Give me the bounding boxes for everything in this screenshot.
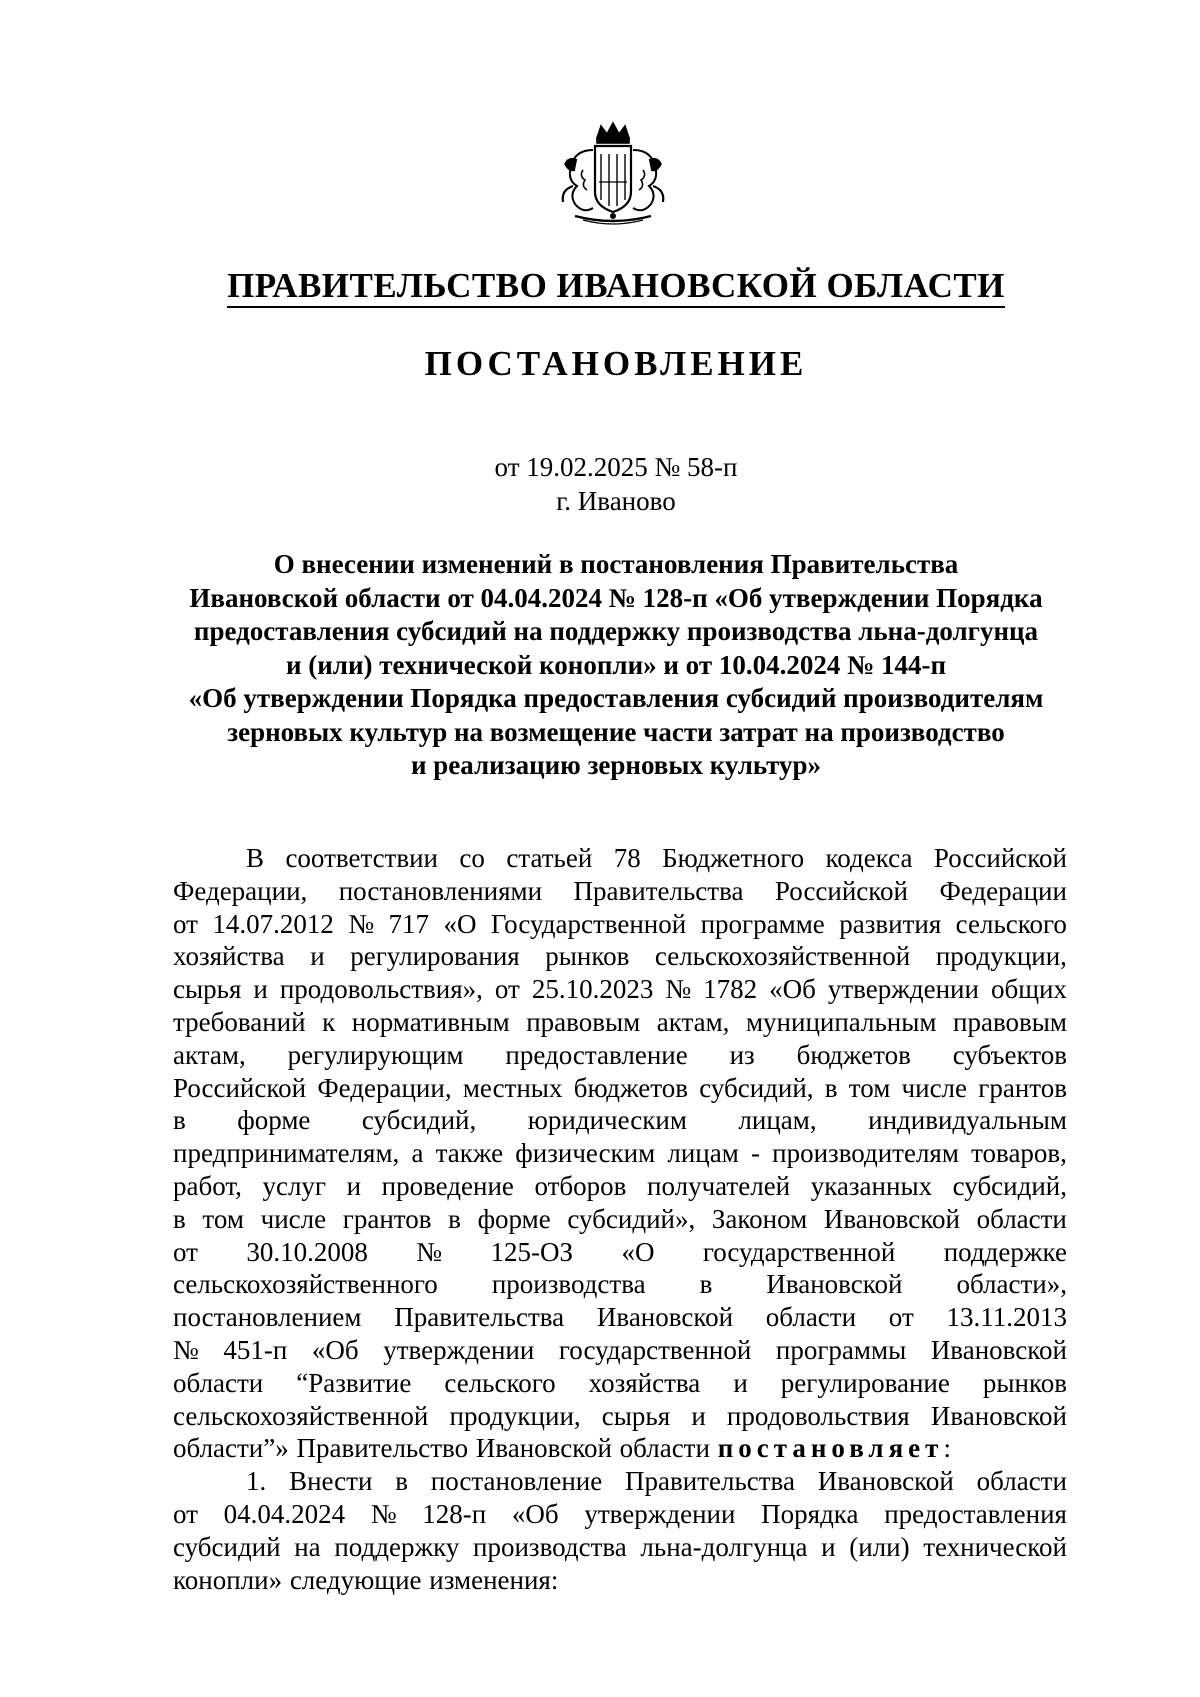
word: юридическим — [527, 1105, 687, 1136]
heading-line: «Об утверждении Порядка предоставления субсидий производителям — [188, 683, 1044, 713]
word: хозяйства — [173, 941, 285, 972]
word: предоставления — [884, 1498, 1067, 1529]
word: развития — [839, 908, 942, 939]
word: 14.07.2012 — [212, 908, 334, 939]
word: работ, — [173, 1170, 242, 1201]
word: в — [395, 1466, 408, 1497]
word: том — [202, 1203, 244, 1234]
word: к — [322, 1006, 336, 1037]
word: услуг — [262, 1170, 327, 1201]
word: рынков — [982, 1367, 1067, 1398]
word: сельского — [444, 1367, 556, 1398]
word: утверждении — [584, 1498, 736, 1529]
word: 13.11.2013 — [946, 1302, 1067, 1333]
heading-line: Ивановской области от 04.04.2024 № 128-п «Об утверждении Порядка — [189, 582, 1043, 613]
word: требований — [173, 1006, 306, 1037]
paragraph-line — [173, 1137, 1067, 1170]
word: Ивановской — [766, 1269, 903, 1300]
resolves-colon: : — [943, 1433, 951, 1464]
word: области», — [956, 1269, 1067, 1300]
word: субсидий, — [952, 1170, 1067, 1201]
word: технической — [923, 1531, 1067, 1562]
document-date-number: от 19.02.2025 № 58-п — [494, 452, 738, 482]
word: предпринимателям, — [173, 1138, 400, 1169]
word: утверждении — [383, 1334, 535, 1365]
word: производства — [473, 1531, 627, 1562]
word: числе — [260, 1203, 327, 1234]
word: проведение — [381, 1170, 514, 1201]
paragraph-line — [173, 908, 1067, 941]
document-body — [173, 842, 1067, 1596]
word: 128-п — [422, 1498, 487, 1529]
word: продукции, — [935, 941, 1067, 972]
word: сельскохозяйственной — [654, 941, 911, 972]
word: области — [976, 1203, 1067, 1234]
word: Порядка — [761, 1498, 859, 1529]
paragraph-line — [173, 1006, 1067, 1039]
word: грантов — [342, 1203, 432, 1234]
word: № — [665, 974, 692, 1005]
word: и — [821, 1531, 836, 1562]
word: 1782 — [703, 974, 758, 1005]
paragraph-line — [173, 1400, 1067, 1433]
word: статьей — [506, 843, 593, 873]
word: бюджетов — [796, 1039, 911, 1070]
document-city: г. Иваново — [556, 486, 676, 516]
word: 30.10.2008 — [246, 1236, 368, 1267]
word: со — [459, 843, 485, 873]
heading-line: зерновых культур на возмещение части затрат на производство — [227, 716, 1005, 747]
word: в — [699, 1269, 713, 1300]
word: поддержке — [943, 1236, 1067, 1267]
word: местных — [462, 1072, 563, 1103]
word: (или) — [849, 1531, 910, 1562]
word: 125-ОЗ — [490, 1236, 574, 1267]
word: форме — [477, 1203, 551, 1234]
word: Ивановской — [823, 1203, 960, 1234]
word: Российской — [774, 875, 908, 906]
word: правовым — [526, 1006, 641, 1037]
word: “Развитие — [296, 1367, 412, 1398]
word: Правительства — [625, 1466, 795, 1497]
word: и — [691, 1400, 706, 1431]
document-heading — [165, 548, 1067, 783]
word: актам, — [656, 1006, 730, 1037]
word: индивидуальным — [868, 1105, 1067, 1136]
paragraph-line — [173, 1072, 1067, 1105]
paragraph-line — [173, 973, 1067, 1006]
word: форме — [237, 1105, 311, 1136]
paragraph-line — [173, 1039, 1067, 1072]
word: кодекса — [825, 843, 913, 873]
paragraph-line — [173, 1236, 1067, 1269]
word: числе — [901, 1072, 968, 1103]
heading-line: О внесении изменений в постановления Правительства — [273, 549, 959, 579]
preamble-last-text: области”» Правительство Ивановской области — [173, 1433, 710, 1464]
word: № — [370, 1498, 397, 1529]
word: и — [310, 941, 325, 972]
word: регулирования — [350, 941, 520, 972]
word: «Об — [311, 1334, 359, 1365]
word: отборов — [534, 1170, 627, 1201]
word: «О — [443, 908, 477, 939]
heading-line: и (или) технической конопли» и от 10.04.2024 № 144-п — [285, 649, 947, 680]
word: на — [294, 1531, 321, 1562]
word: бюджетов — [573, 1072, 688, 1103]
word: от — [888, 1302, 914, 1333]
paragraph-line — [173, 1564, 1067, 1597]
word: 717 — [388, 908, 430, 939]
word: соответствии — [285, 843, 438, 873]
word: Государственной — [490, 908, 687, 939]
word: указанных — [810, 1170, 933, 1201]
word: Ивановской — [817, 1466, 954, 1497]
word: В — [246, 843, 265, 873]
word: рынков — [545, 941, 630, 972]
word: физическим — [515, 1138, 656, 1169]
word: продукции, — [449, 1400, 581, 1431]
word: и — [253, 974, 268, 1005]
paragraph-line — [173, 1465, 1067, 1498]
word: а — [411, 1138, 424, 1169]
word: Федерации — [939, 875, 1067, 906]
heading-line: и реализацию зерновых культур» — [410, 750, 822, 780]
word: в — [173, 1105, 186, 1136]
word: «Об — [769, 974, 816, 1005]
word: Ивановской — [596, 1302, 734, 1333]
paragraph-line — [173, 1498, 1067, 1531]
paragraph-line — [173, 1367, 1067, 1400]
document-type: ПОСТАНОВЛЕНИЕ — [424, 344, 808, 383]
resolves-word: постановляет — [717, 1433, 944, 1464]
word: «Об — [511, 1498, 559, 1529]
word: «О — [621, 1236, 655, 1267]
word: субсидий, — [699, 1072, 814, 1103]
word: Федерации, — [317, 1072, 452, 1103]
word: государственной — [558, 1334, 752, 1365]
word: 1. — [246, 1466, 267, 1497]
word: 78 — [613, 843, 641, 873]
word: Ивановской — [930, 1400, 1067, 1431]
word: продовольствия», — [279, 974, 483, 1005]
word: и — [733, 1367, 748, 1398]
paragraph-line — [173, 1170, 1067, 1203]
ivanovo-coat-of-arms-icon — [553, 120, 673, 228]
word: Внести — [289, 1466, 373, 1497]
word: общих — [990, 974, 1067, 1005]
paragraph-line — [173, 1203, 1067, 1236]
word: сырья — [173, 974, 242, 1005]
word: Российской — [933, 843, 1067, 873]
paragraph-line — [173, 1104, 1067, 1137]
word: № — [173, 1334, 199, 1365]
word: Правительства — [394, 1302, 565, 1333]
word: субсидий», — [567, 1203, 696, 1234]
organization-title: ПРАВИТЕЛЬСТВО ИВАНОВСКОЙ ОБЛАСТИ — [0, 262, 1200, 310]
word: Федерации, — [173, 875, 308, 906]
word: Бюджетного — [662, 843, 805, 873]
paragraph-line — [173, 1268, 1067, 1301]
word: получателей — [647, 1170, 791, 1201]
word: и — [346, 1170, 362, 1201]
word: Ивановской — [930, 1334, 1067, 1365]
word: от — [494, 974, 520, 1005]
word: сельскохозяйственного — [173, 1269, 438, 1300]
word: утверждении — [827, 974, 979, 1005]
paragraph-line — [173, 1531, 1067, 1564]
word: государственной — [702, 1236, 896, 1267]
word: 04.04.2024 — [223, 1498, 346, 1529]
word: грантов — [978, 1072, 1067, 1103]
word: 451-п — [223, 1334, 288, 1365]
word: области — [976, 1466, 1067, 1497]
word: производства — [491, 1269, 646, 1300]
word: Правительства — [573, 875, 744, 906]
word: из — [729, 1039, 755, 1070]
word: постановлением — [173, 1302, 362, 1333]
word: - — [750, 1138, 760, 1169]
word: сельскохозяйственной — [173, 1400, 429, 1431]
word: регулирующим — [287, 1039, 464, 1070]
word: поддержку — [334, 1531, 460, 1562]
word: субсидий, — [361, 1105, 477, 1136]
word: правовым — [953, 1006, 1067, 1037]
word: программы — [775, 1334, 907, 1365]
paragraph-line — [173, 1334, 1067, 1367]
word: области — [173, 1367, 264, 1398]
word: льна-долгунца — [640, 1531, 808, 1562]
word: регулирование — [780, 1367, 950, 1398]
word: в — [173, 1203, 186, 1234]
paragraph-line — [173, 1301, 1067, 1334]
word: лицам, — [738, 1105, 817, 1136]
paragraph-line — [173, 940, 1067, 973]
word: субсидий — [173, 1531, 281, 1562]
word: в — [448, 1203, 461, 1234]
word: постановление — [430, 1466, 603, 1497]
word: № — [348, 908, 375, 939]
word: том — [848, 1072, 891, 1103]
word: от — [173, 1236, 198, 1267]
word: сырья — [601, 1400, 671, 1431]
word: предоставление — [505, 1039, 688, 1070]
word: актам, — [173, 1039, 246, 1070]
word: программе — [700, 908, 825, 939]
word: № — [416, 1236, 443, 1267]
paragraph-line — [173, 842, 1067, 875]
paragraph-line — [173, 875, 1067, 908]
word: также — [435, 1138, 504, 1169]
word: от — [173, 908, 198, 939]
word: сельского — [955, 908, 1067, 939]
word: постановлениями — [338, 875, 543, 906]
paragraph-line — [173, 1432, 1067, 1465]
word: 25.10.2023 — [531, 974, 654, 1005]
word: хозяйства — [588, 1367, 701, 1398]
word: от — [173, 1498, 198, 1529]
word: нормативным — [351, 1006, 510, 1037]
word: муниципальным — [745, 1006, 937, 1037]
item1-last-text: конопли» следующие изменения: — [173, 1564, 559, 1595]
word: области — [765, 1302, 857, 1333]
word: товаров, — [971, 1138, 1067, 1169]
word: субъектов — [952, 1039, 1067, 1070]
word: Законом — [711, 1203, 808, 1234]
heading-line: предоставления субсидий на поддержку производства льна-долгунца — [193, 616, 1039, 646]
word: Российской — [173, 1072, 307, 1103]
word: в — [824, 1072, 838, 1103]
word: лицам — [667, 1138, 739, 1169]
word: производителям — [772, 1138, 959, 1169]
word: продовольствия — [726, 1400, 910, 1431]
